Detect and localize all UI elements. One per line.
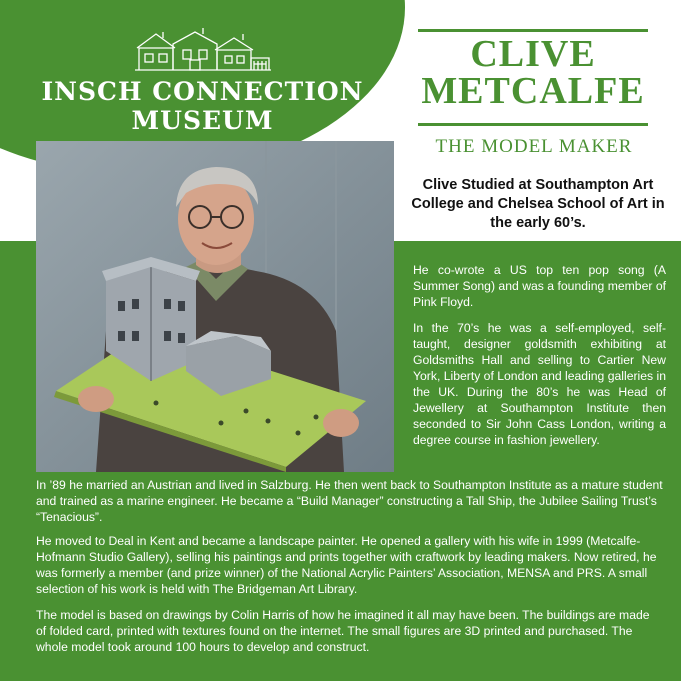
title-line1: CLIVE (470, 33, 596, 75)
museum-building-logo (133, 24, 273, 72)
paragraph-1: He co-wrote a US top ten pop song (A Summer Song) and was a founding member of Pink Floyd. (413, 263, 666, 309)
page-subtitle: THE MODEL MAKER (435, 136, 633, 157)
title-rule-bottom (418, 123, 648, 126)
paragraph-4: He moved to Deal in Kent and became a landscape painter. He opened a gallery with his wife in 1999 (Metcalfe-Hofmann Studio Gallery), selling his paintings and prints together with craftwork by leading makers. Now retired, he was formerly a member (and prize winner) of the National Acrylic Painters’ Association, MENSA and PRS. A small selection of his work is held with The Bridgeman Art Library. (36, 534, 657, 596)
page-title (400, 33, 666, 112)
intro-text: Clive Studied at Southampton Art College and Chelsea School of Art in the early 60’s. (411, 177, 665, 231)
museum-name-line1: INSCH CONNECTION (41, 77, 364, 106)
paragraph-3: In ’89 he married an Austrian and lived in Salzburg. He then went back to Southampton Institute as a mature student and trained as a marine engineer. He became a “Build Manager” constructing a Tall Ship, the Jubilee Sailing Trust’s “Tenacious”. (36, 478, 663, 524)
museum-name (10, 78, 395, 136)
paragraph-2: In the 70’s he was a self-employed, self-taught, designer goldsmith exhibiting at Goldsmiths Hall and selling to Cartier New York, Liberty of London and leading galleries in the UK. During the 80’s he was Head of Jewellery at Southampton Institute then seconded to Sir John Cass London, writing a degree course in fashion jewellery. (413, 321, 666, 447)
title-line2: METCALFE (421, 70, 645, 112)
paragraph-5: The model is based on drawings by Colin Harris of how he imagined it all may have been. The buildings are made of folded card, printed with textures found on the internet. The small figures are 3D printed and purchased. The whole model took around 100 hours to develop and construct. (36, 608, 650, 654)
portrait-photo (36, 141, 394, 472)
museum-name-line2: MUSEUM (131, 106, 274, 135)
title-rule-top (418, 29, 648, 32)
